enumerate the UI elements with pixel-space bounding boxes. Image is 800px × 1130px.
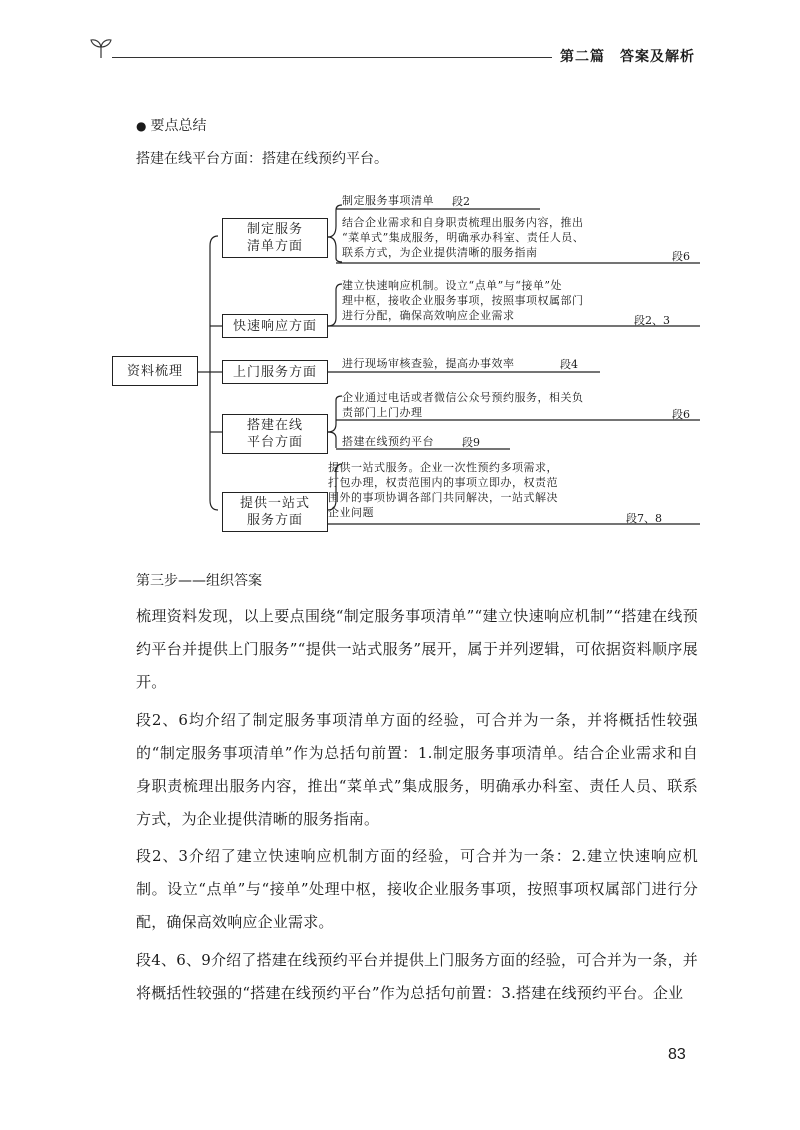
- branch-label-line: 制定服务: [246, 222, 303, 237]
- summary-heading-text: 要点总结: [150, 118, 207, 134]
- step-heading: 第三步——组织答案: [136, 573, 262, 589]
- branch-box-quick-response: [222, 314, 328, 338]
- segment-ref: 段2、3: [634, 314, 670, 327]
- note-text: 制定服务事项清单: [342, 194, 434, 207]
- branch-label-line: 搭建在线: [246, 418, 303, 433]
- segment-ref: 段4: [560, 358, 578, 371]
- branch-box-door-service: [222, 360, 328, 384]
- paragraph: 段4、6、9介绍了搭建在线预约平台并提供上门服务方面的经验，可合并为一条，并将概括性较强的“搭建在线预约平台”作为总括句前置：3.搭建在线预约平台。企业: [136, 951, 698, 1002]
- branch-label-line: 提供一站式: [239, 496, 310, 511]
- branch-label-line: 平台方面: [246, 435, 303, 450]
- note-text: 结合企业需求和自身职责梳理出服务内容，推出 “菜单式”集成服务，明确承办科室、责任人员、 联系方式，为企业提供清晰的服务指南: [342, 216, 585, 259]
- branch-label-line: 上门服务方面: [232, 364, 317, 380]
- branch-box-one-stop: [222, 492, 328, 532]
- paragraph: 梳理资料发现，以上要点围绕“制定服务事项清单”“建立快速响应机制”“搭建在线预约平台并提供上门服务”“提供一站式服务”展开，属于并列逻辑，可依据资料顺序展开。: [136, 607, 698, 691]
- branch-label-line: 快速响应方面: [232, 318, 317, 334]
- segment-ref: 段6: [672, 250, 690, 263]
- mindmap-root: [112, 356, 198, 386]
- note-text: 提供一站式服务。企业一次性预约多项需求， 打包办理，权责范围内的事项立即办，权责范 围外的事项协调各部门共同解决，一站式解决 企业问题: [328, 461, 558, 519]
- branch-box-service-list: [222, 218, 328, 258]
- mindmap-root-label: 资料梳理: [126, 363, 183, 379]
- paragraph: 段2、3介绍了建立快速响应机制方面的经验，可合并为一条：2.建立快速响应机制。设立“点单”与“接单”处理中枢，接收企业服务事项，按照事项权属部门进行分配，确保高效响应企业需求。: [136, 847, 698, 931]
- segment-ref: 段6: [672, 408, 690, 421]
- branch-label-line: 清单方面: [246, 239, 303, 254]
- platform-summary-line: 搭建在线平台方面：搭建在线预约平台。: [136, 151, 388, 167]
- note-text: 企业通过电话或者微信公众号预约服务，相关负 责部门上门办理: [342, 391, 584, 419]
- branch-box-online-platform: [222, 414, 328, 454]
- header-title: 第二篇 答案及解析: [560, 49, 695, 65]
- branch-label-line: 服务方面: [246, 513, 303, 528]
- note-text: 进行现场审核查验，提高办事效率: [342, 357, 515, 370]
- bullet-icon: ●: [136, 119, 147, 133]
- page-number: 83: [668, 1046, 686, 1063]
- segment-ref: 段7、8: [626, 512, 662, 525]
- segment-ref: 段2: [452, 195, 470, 208]
- note-text: 建立快速响应机制。设立“点单”与“接单”处 理中枢，接收企业服务事项，按照事项权属部门 进行分配，确保高效响应企业需求: [342, 279, 584, 322]
- paragraph: 段2、6均介绍了制定服务事项清单方面的经验，可合并为一条，并将概括性较强的“制定服务事项清单”作为总括句前置：1.制定服务事项清单。结合企业需求和自身职责梳理出服务内容，推出“菜单式”集成服务，明确承办科室、责任人员、联系方式，为企业提供清晰的服务指南。: [136, 711, 698, 828]
- segment-ref: 段9: [462, 436, 480, 449]
- note-text: 搭建在线预约平台: [342, 435, 434, 448]
